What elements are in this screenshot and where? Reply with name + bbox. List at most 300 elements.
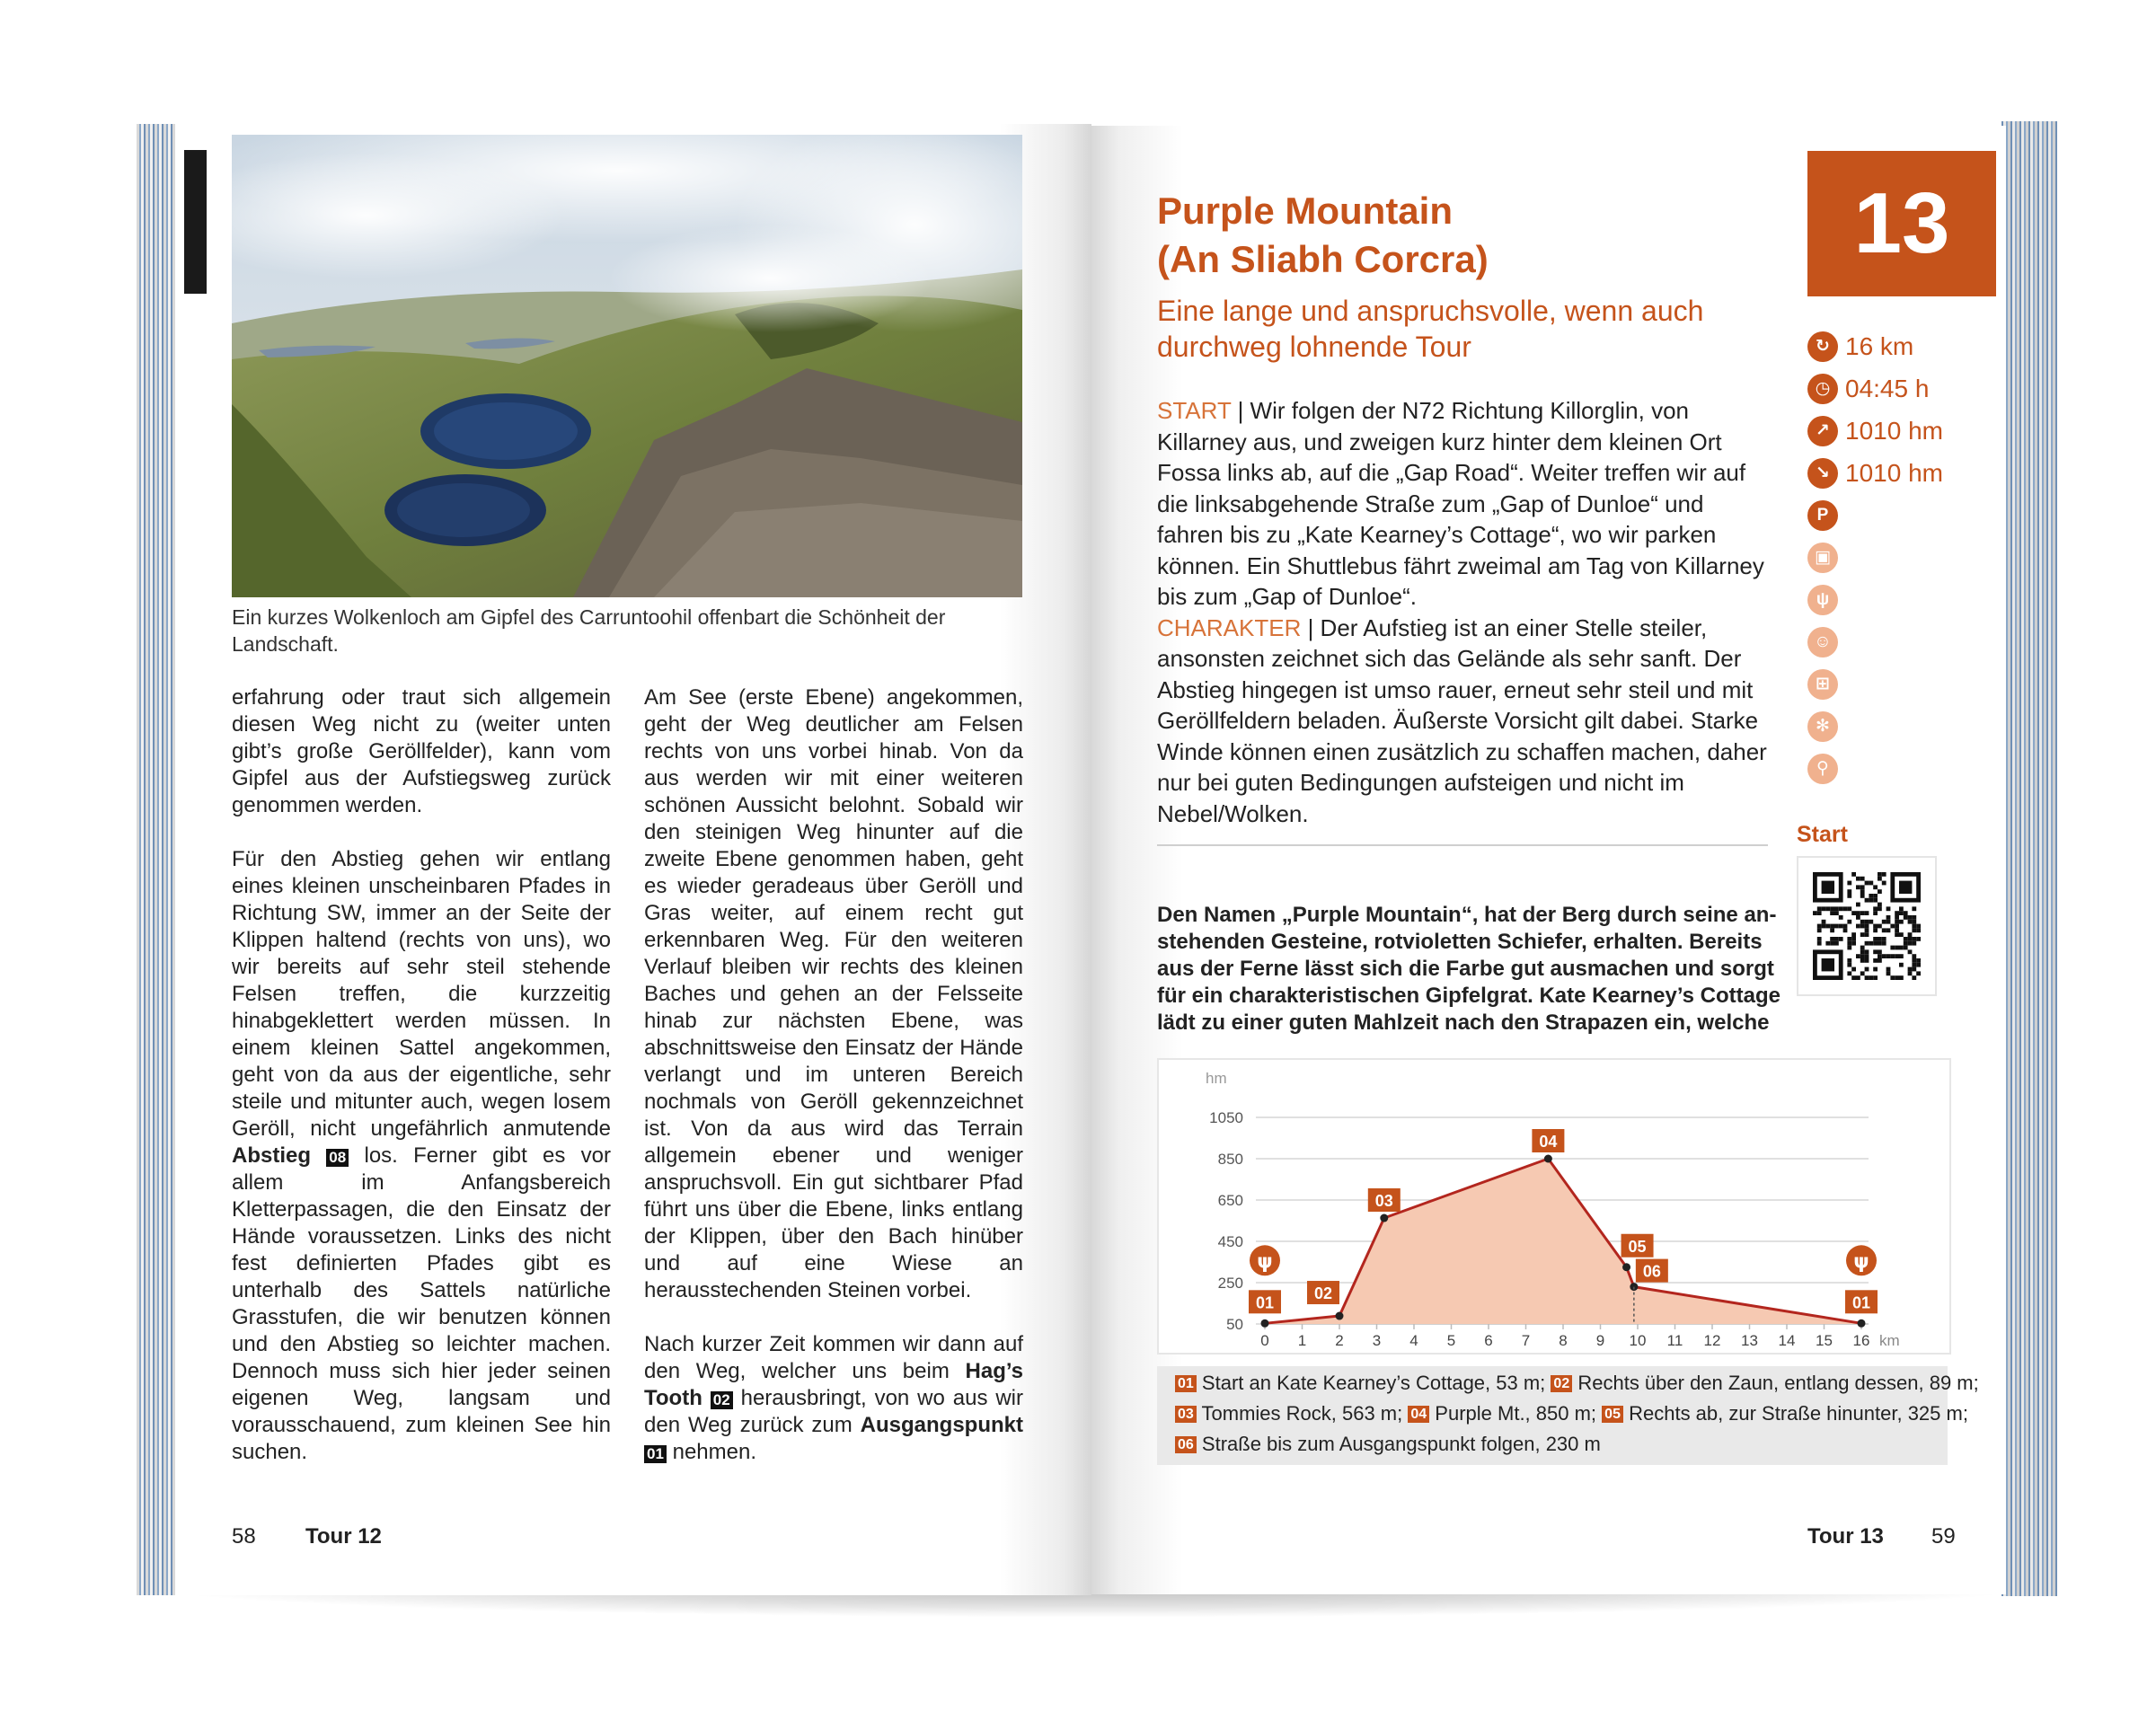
qr-module bbox=[1912, 915, 1916, 920]
qr-module bbox=[1865, 911, 1869, 915]
start-text: | Wir folgen der N72 Richtung Killorglin, von Killarney aus, und zweigen kurz hinter dem kleinen Ort Fossa links ab, auf die „Gap Road“. Weiter treffen wir auf die linksabgehende Straße zum „Gap of Dunloe“ und fahren bis zu „Kate Kearney’s Cottage“, wo wir parken können. Ein Shuttlebus fährt zweimal am Tag von Killarney bis zum „Gap of Dunloe“. bbox=[1157, 397, 1764, 610]
stat-ascent bbox=[1807, 410, 2005, 452]
qr-module bbox=[1817, 911, 1822, 915]
elevation-point bbox=[1544, 1155, 1552, 1163]
qr-module bbox=[1878, 877, 1882, 881]
parking-icon: P bbox=[1807, 500, 1838, 531]
qr-module bbox=[1873, 967, 1878, 972]
qr-module bbox=[1899, 963, 1904, 967]
qr-module bbox=[1865, 932, 1869, 937]
stat-cable-car bbox=[1807, 663, 2005, 705]
character-paragraph bbox=[1157, 613, 1768, 830]
qr-module bbox=[1873, 928, 1878, 932]
waypoint-label: 01 bbox=[1851, 1293, 1871, 1312]
qr-module bbox=[1851, 911, 1856, 915]
qr-module bbox=[1865, 898, 1869, 903]
paragraph bbox=[232, 846, 611, 1466]
x-tick-label: 7 bbox=[1521, 1332, 1531, 1349]
qr-finder bbox=[1822, 881, 1834, 894]
qr-module bbox=[1916, 958, 1921, 963]
qr-module bbox=[1851, 975, 1856, 980]
x-tick-label: 10 bbox=[1629, 1332, 1647, 1349]
waypoint-tag: 01 bbox=[644, 1445, 667, 1463]
qr-module bbox=[1895, 946, 1899, 950]
qr-module bbox=[1873, 975, 1878, 980]
intro-line: Den Namen „Purple Mountain“, hat der Berg durch seine an- bbox=[1157, 903, 1777, 927]
y-tick-label: 850 bbox=[1217, 1151, 1243, 1168]
y-tick-label: 250 bbox=[1217, 1275, 1243, 1292]
qr-module bbox=[1878, 889, 1882, 894]
qr-module bbox=[1878, 941, 1882, 946]
qr-module bbox=[1834, 906, 1839, 911]
qr-module bbox=[1895, 975, 1899, 980]
stat-restaurant bbox=[1807, 578, 2005, 621]
qr-module bbox=[1878, 903, 1882, 907]
x-tick-label: 9 bbox=[1595, 1332, 1605, 1349]
qr-module bbox=[1834, 911, 1839, 915]
qr-module bbox=[1830, 937, 1834, 941]
qr-module bbox=[1882, 872, 1886, 877]
legend-text: Purple Mt., 850 m; bbox=[1435, 1402, 1597, 1425]
qr-module bbox=[1839, 937, 1843, 941]
qr-module bbox=[1908, 941, 1913, 946]
legend-tag: 06 bbox=[1175, 1436, 1197, 1453]
qr-module bbox=[1843, 906, 1848, 911]
qr-module bbox=[1830, 928, 1834, 932]
qr-module bbox=[1856, 885, 1860, 889]
qr-module bbox=[1865, 941, 1869, 946]
legend-tag: 01 bbox=[1175, 1375, 1197, 1392]
x-tick-label: 13 bbox=[1741, 1332, 1758, 1349]
elevation-point bbox=[1858, 1319, 1866, 1328]
qr-module bbox=[1878, 906, 1882, 911]
qr-module bbox=[1860, 958, 1865, 963]
x-tick-label: 12 bbox=[1703, 1332, 1721, 1349]
qr-module bbox=[1873, 894, 1878, 898]
waypoint-label: 05 bbox=[1628, 1237, 1647, 1256]
landscape-photo bbox=[232, 135, 1022, 597]
start-heading: START bbox=[1157, 397, 1232, 424]
running-title-right: Tour 13 bbox=[1807, 1524, 1884, 1549]
tour-subtitle bbox=[1157, 293, 1804, 365]
qr-module bbox=[1899, 911, 1904, 915]
qr-module bbox=[1882, 941, 1886, 946]
elevation-point bbox=[1261, 1319, 1269, 1328]
qr-module bbox=[1908, 967, 1913, 972]
qr-module bbox=[1908, 915, 1913, 920]
x-tick-label: 2 bbox=[1335, 1332, 1344, 1349]
qr-module bbox=[1912, 920, 1916, 924]
y-axis-label: hm bbox=[1206, 1070, 1227, 1087]
qr-module bbox=[1873, 885, 1878, 889]
qr-module bbox=[1817, 937, 1822, 941]
descent-icon: ↘ bbox=[1807, 458, 1838, 489]
qr-module bbox=[1860, 894, 1865, 898]
paragraph bbox=[644, 1331, 1023, 1466]
qr-module bbox=[1882, 881, 1886, 886]
paragraph-text: Für den Abstieg gehen wir entlang eines kleinen unscheinbaren Pfades in Richtung SW, immer an der Seite der Klippen haltend (rechts von uns), wo wir bereits auf sehr steil stehende Felsen treffen, die kurzzeitig hinabgeklettert werden müssen. In einem kleinen Sattel angekommen, geht von da aus der eigentliche, sehr steile und mitunter auch, wegen losem Geröll, nicht ungefährlich anmutende bbox=[232, 847, 611, 1141]
waypoint-label: 04 bbox=[1539, 1133, 1558, 1151]
paragraph-text: herausbringt, von wo aus wir den Weg zurück zum bbox=[644, 1386, 1024, 1437]
qr-module bbox=[1916, 963, 1921, 967]
qr-module bbox=[1847, 941, 1851, 946]
qr-module bbox=[1890, 924, 1895, 929]
elevation-chart-svg bbox=[1159, 1060, 1949, 1353]
y-tick-label: 450 bbox=[1217, 1233, 1243, 1250]
cable-car-icon: ⊞ bbox=[1807, 669, 1838, 700]
qr-module bbox=[1904, 946, 1908, 950]
legend-text: Tommies Rock, 563 m; bbox=[1201, 1402, 1403, 1425]
qr-module bbox=[1860, 946, 1865, 950]
qr-module bbox=[1886, 906, 1891, 911]
qr-module bbox=[1817, 924, 1822, 929]
family-icon: ☺ bbox=[1807, 627, 1838, 657]
qr-module bbox=[1847, 963, 1851, 967]
x-tick-label: 15 bbox=[1816, 1332, 1833, 1349]
legend-line bbox=[1175, 1399, 1968, 1429]
qr-module bbox=[1873, 941, 1878, 946]
qr-module bbox=[1856, 954, 1860, 958]
qr-module bbox=[1895, 920, 1899, 924]
tour-title bbox=[1157, 187, 1786, 284]
divider bbox=[1157, 844, 1768, 846]
waypoint-label: 03 bbox=[1374, 1192, 1393, 1211]
qr-module bbox=[1912, 963, 1916, 967]
qr-module bbox=[1860, 920, 1865, 924]
stat-value: 16 km bbox=[1845, 331, 1914, 360]
qr-module bbox=[1873, 898, 1878, 903]
restaurant-icon: ψ bbox=[1853, 1250, 1869, 1274]
qr-module bbox=[1851, 872, 1856, 877]
x-tick-label: 11 bbox=[1666, 1332, 1683, 1349]
qr-module bbox=[1847, 937, 1851, 941]
qr-module bbox=[1873, 911, 1878, 915]
distance-icon: ↻ bbox=[1807, 331, 1838, 362]
qr-module bbox=[1860, 949, 1865, 954]
legend-text: Start an Kate Kearney’s Cottage, 53 m; bbox=[1201, 1372, 1546, 1394]
qr-module bbox=[1860, 889, 1865, 894]
qr-module bbox=[1908, 932, 1913, 937]
qr-module bbox=[1847, 894, 1851, 898]
qr-module bbox=[1843, 924, 1848, 929]
qr-module bbox=[1912, 906, 1916, 911]
legend-text: Rechts ab, zur Straße hinunter, 325 m; bbox=[1629, 1402, 1968, 1425]
x-axis-label: km bbox=[1879, 1332, 1900, 1349]
intro-line: aus der Ferne lässt sich die Farbe gut ausmachen und sorgt bbox=[1157, 957, 1774, 981]
x-tick-label: 3 bbox=[1372, 1332, 1382, 1349]
qr-module bbox=[1869, 941, 1873, 946]
qr-module bbox=[1882, 920, 1886, 924]
qr-module bbox=[1899, 920, 1904, 924]
qr-module bbox=[1882, 928, 1886, 932]
paragraph-text: Nach kurzer Zeit kommen wir dann auf den Weg, welcher uns beim bbox=[644, 1332, 1023, 1383]
stat-family bbox=[1807, 621, 2005, 663]
qr-module bbox=[1856, 975, 1860, 980]
qr-module bbox=[1886, 971, 1891, 975]
qr-module bbox=[1860, 971, 1865, 975]
qr-module bbox=[1847, 971, 1851, 975]
qr-module bbox=[1899, 975, 1904, 980]
clock-icon: ◷ bbox=[1807, 374, 1838, 404]
qr-module bbox=[1817, 941, 1822, 946]
restaurant-icon: ψ bbox=[1807, 585, 1838, 615]
qr-module bbox=[1890, 975, 1895, 980]
winter-icon: ✻ bbox=[1807, 711, 1838, 742]
qr-module bbox=[1899, 954, 1904, 958]
y-tick-label: 50 bbox=[1226, 1316, 1243, 1333]
qr-module bbox=[1895, 954, 1899, 958]
qr-module bbox=[1847, 946, 1851, 950]
qr-module bbox=[1865, 949, 1869, 954]
qr-module bbox=[1869, 881, 1873, 886]
qr-module bbox=[1916, 928, 1921, 932]
qr-module bbox=[1860, 932, 1865, 937]
legend-tag: 04 bbox=[1408, 1406, 1429, 1423]
paragraph: erfahrung oder traut sich allgemein diesen Weg nicht zu (weiter unten gibt’s große Geröllfelder), kann vom Gipfel aus der Aufstiegsweg zurück genommen werden. bbox=[232, 685, 611, 817]
intro-text bbox=[1157, 902, 1780, 1037]
qr-module bbox=[1843, 928, 1848, 932]
qr-module bbox=[1908, 937, 1913, 941]
qr-module bbox=[1865, 975, 1869, 980]
elevation-point bbox=[1336, 1312, 1344, 1320]
stat-bike bbox=[1807, 747, 2005, 790]
left-text-column-2 bbox=[644, 684, 1023, 1493]
qr-module bbox=[1834, 937, 1839, 941]
left-text-column-1 bbox=[232, 684, 611, 1493]
qr-module bbox=[1830, 911, 1834, 915]
qr-module bbox=[1895, 932, 1899, 937]
qr-module bbox=[1904, 915, 1908, 920]
qr-module bbox=[1856, 911, 1860, 915]
y-tick-label: 1050 bbox=[1209, 1109, 1243, 1126]
qr-code[interactable] bbox=[1797, 856, 1937, 996]
running-title-left: Tour 12 bbox=[305, 1524, 382, 1549]
subtitle-line: Eine lange und anspruchsvolle, wenn auch bbox=[1157, 295, 1704, 327]
elevation-point bbox=[1622, 1263, 1630, 1271]
qr-module bbox=[1912, 924, 1916, 929]
qr-module bbox=[1895, 911, 1899, 915]
qr-label: Start bbox=[1797, 822, 1848, 847]
qr-module bbox=[1830, 941, 1834, 946]
x-tick-label: 14 bbox=[1778, 1332, 1796, 1349]
qr-module bbox=[1899, 946, 1904, 950]
ascent-icon: ↗ bbox=[1807, 416, 1838, 446]
legend-tag: 05 bbox=[1602, 1406, 1623, 1423]
title-line: Purple Mountain bbox=[1157, 190, 1453, 232]
qr-module bbox=[1860, 911, 1865, 915]
qr-module bbox=[1839, 915, 1843, 920]
stat-duration bbox=[1807, 367, 2005, 410]
character-text: | Der Aufstieg ist an einer Stelle steiler, ansonsten zeichnet sich das Gelände als sehr sanft. Der Abstieg hingegen ist umso rauer, erneut sehr steil und mit Geröllfeldern beladen. Äußerste Vorsicht gilt dabei. Starke Winde können einen zusätzlich zu schaffen machen, daher nur bei guten Bedingungen aufsteigen und nicht im Nebel/Wolken. bbox=[1157, 613, 1767, 827]
book-edge-right bbox=[2001, 121, 2057, 1596]
qr-module bbox=[1882, 937, 1886, 941]
qr-module bbox=[1878, 949, 1882, 954]
chapter-marker bbox=[184, 150, 207, 294]
qr-module bbox=[1912, 975, 1916, 980]
qr-module bbox=[1869, 975, 1873, 980]
qr-module bbox=[1839, 906, 1843, 911]
qr-module bbox=[1873, 949, 1878, 954]
qr-module bbox=[1847, 920, 1851, 924]
qr-module bbox=[1895, 924, 1899, 929]
restaurant-icon: ψ bbox=[1257, 1250, 1273, 1274]
waypoint-name: Abstieg bbox=[232, 1143, 312, 1168]
qr-module bbox=[1813, 911, 1817, 915]
qr-module bbox=[1916, 971, 1921, 975]
qr-module bbox=[1860, 877, 1865, 881]
elevation-point bbox=[1630, 1283, 1638, 1291]
waypoint-name: Hag’s Tooth bbox=[644, 1359, 1023, 1410]
qr-module bbox=[1886, 967, 1891, 972]
legend-line bbox=[1175, 1368, 1979, 1399]
qr-module bbox=[1865, 920, 1869, 924]
qr-module bbox=[1912, 941, 1916, 946]
qr-module bbox=[1865, 967, 1869, 972]
waypoint-label: 06 bbox=[1642, 1262, 1661, 1281]
page-number-left: 58 bbox=[232, 1524, 256, 1549]
qr-module bbox=[1916, 924, 1921, 929]
qr-module bbox=[1825, 924, 1830, 929]
qr-module bbox=[1878, 924, 1882, 929]
qr-module bbox=[1912, 954, 1916, 958]
qr-module bbox=[1912, 928, 1916, 932]
page-number-right: 59 bbox=[1931, 1524, 1956, 1549]
stat-distance bbox=[1807, 325, 2005, 367]
qr-module bbox=[1847, 889, 1851, 894]
qr-module bbox=[1869, 898, 1873, 903]
qr-module bbox=[1878, 954, 1882, 958]
start-paragraph bbox=[1157, 395, 1768, 613]
waypoint-name: Ausgangspunkt bbox=[860, 1413, 1023, 1437]
legend-tag: 02 bbox=[1551, 1375, 1572, 1392]
qr-module bbox=[1873, 906, 1878, 911]
chart-legend bbox=[1157, 1366, 1979, 1465]
legend-text: Straße bis zum Ausgangspunkt folgen, 230 m bbox=[1201, 1433, 1601, 1455]
qr-module bbox=[1817, 928, 1822, 932]
qr-module bbox=[1916, 937, 1921, 941]
x-tick-label: 1 bbox=[1297, 1332, 1307, 1349]
qr-module bbox=[1895, 915, 1899, 920]
x-tick-label: 5 bbox=[1446, 1332, 1456, 1349]
elevation-point bbox=[1380, 1214, 1388, 1222]
qr-module bbox=[1847, 881, 1851, 886]
qr-module bbox=[1860, 885, 1865, 889]
subtitle-line: durchweg lohnende Tour bbox=[1157, 331, 1471, 363]
stat-value: 1010 hm bbox=[1845, 458, 1943, 487]
title-line: (An Sliabh Corcra) bbox=[1157, 238, 1489, 280]
elevation-profile-chart bbox=[1157, 1058, 1951, 1355]
x-tick-label: 16 bbox=[1852, 1332, 1870, 1349]
qr-module bbox=[1856, 924, 1860, 929]
qr-module bbox=[1869, 894, 1873, 898]
qr-module bbox=[1890, 946, 1895, 950]
photo-caption: Ein kurzes Wolkenloch am Gipfel des Carruntoohil offenbart die Schönheit der Landschaft. bbox=[232, 605, 946, 656]
qr-module bbox=[1886, 928, 1891, 932]
paragraph-text: los. Ferner gibt es vor allem im Anfangsbereich Kletterpassagen, die den Einsatz der Hände voraussetzen. Links des nicht fest definierten Pfades gibt es unterhalb des Sattels natürliche Grasstufen, die wir benutzen können und den Abstieg so leichter machen. Dennoch muss sich hier jeder seinen eigenen Weg, langsam und vorausschauend, zum kleinen See hin suchen. bbox=[232, 1143, 612, 1464]
qr-module bbox=[1886, 954, 1891, 958]
paragraph-text: nehmen. bbox=[672, 1440, 756, 1464]
qr-module bbox=[1856, 877, 1860, 881]
x-tick-label: 6 bbox=[1484, 1332, 1493, 1349]
qr-module bbox=[1899, 932, 1904, 937]
qr-module bbox=[1834, 924, 1839, 929]
qr-module bbox=[1886, 920, 1891, 924]
qr-module bbox=[1912, 958, 1916, 963]
tour-number-badge: 13 bbox=[1807, 151, 1996, 296]
qr-module bbox=[1904, 911, 1908, 915]
x-tick-label: 0 bbox=[1260, 1332, 1269, 1349]
waypoint-tag: 02 bbox=[711, 1391, 733, 1409]
qr-module bbox=[1851, 967, 1856, 972]
waypoint-label: 01 bbox=[1255, 1293, 1275, 1312]
qr-module bbox=[1825, 941, 1830, 946]
qr-module bbox=[1904, 937, 1908, 941]
qr-module bbox=[1822, 906, 1826, 911]
legend-tag: 03 bbox=[1175, 1406, 1197, 1423]
qr-module bbox=[1908, 971, 1913, 975]
qr-module bbox=[1882, 954, 1886, 958]
qr-code-icon bbox=[1813, 872, 1921, 980]
qr-module bbox=[1865, 924, 1869, 929]
qr-module bbox=[1899, 906, 1904, 911]
qr-module bbox=[1873, 924, 1878, 929]
qr-module bbox=[1830, 906, 1834, 911]
qr-module bbox=[1856, 903, 1860, 907]
qr-module bbox=[1904, 941, 1908, 946]
qr-module bbox=[1873, 958, 1878, 963]
stat-value: 1010 hm bbox=[1845, 416, 1943, 445]
qr-module bbox=[1895, 928, 1899, 932]
bike-icon: ⚲ bbox=[1807, 754, 1838, 784]
qr-module bbox=[1890, 954, 1895, 958]
stat-descent bbox=[1807, 452, 2005, 494]
qr-module bbox=[1851, 937, 1856, 941]
qr-module bbox=[1886, 915, 1891, 920]
legend-line bbox=[1175, 1429, 1930, 1460]
qr-module bbox=[1865, 958, 1869, 963]
qr-module bbox=[1822, 924, 1826, 929]
intro-line: lädt zu einer guten Mahlzeit nach den Strapazen ein, welche bbox=[1157, 1010, 1770, 1035]
qr-module bbox=[1878, 937, 1882, 941]
waypoint-label: 02 bbox=[1313, 1284, 1333, 1303]
paragraph: Am See (erste Ebene) angekommen, geht der Weg deutlicher am Felsen rechts von uns vorbei hinab. Von da aus werden wir mit einer weiteren schönen Aussicht belohnt. Sobald wir den steinigen Weg hinunter auf die zweite Ebene genommen haben, geht es wieder geradeaus über Geröll und Gras weiter, auf einem recht gut erkennbaren Weg. Für den weiteren Verlauf bleiben wir rechts des kleinen Baches und gehen an der Felsseite hinab zur nächsten Ebene, was abschnittsweise den Einsatz der Hände verlangt und im unteren Bereich nochmals von Geröll gekennzeichnet ist. Von da aus wird das Terrain allgemein ebener und weniger anspruchsvoll. Ein gut sichtbarer Pfad führt uns über die Ebene, links entlang der Klippen, über den Bach hinüber und auf eine Wiese an herausstechenden Steinen vorbei. bbox=[644, 685, 1023, 1302]
x-tick-label: 4 bbox=[1409, 1332, 1418, 1349]
tour-description bbox=[1157, 395, 1768, 829]
qr-module bbox=[1830, 924, 1834, 929]
qr-module bbox=[1865, 928, 1869, 932]
qr-module bbox=[1873, 937, 1878, 941]
qr-module bbox=[1865, 954, 1869, 958]
qr-module bbox=[1851, 932, 1856, 937]
stat-winter bbox=[1807, 705, 2005, 747]
qr-finder bbox=[1822, 958, 1834, 971]
qr-module bbox=[1856, 915, 1860, 920]
qr-module bbox=[1839, 924, 1843, 929]
qr-module bbox=[1860, 954, 1865, 958]
stat-parking bbox=[1807, 494, 2005, 536]
stat-value: 04:45 h bbox=[1845, 374, 1930, 402]
qr-module bbox=[1817, 906, 1822, 911]
qr-module bbox=[1834, 941, 1839, 946]
qr-module bbox=[1860, 924, 1865, 929]
qr-module bbox=[1822, 920, 1826, 924]
qr-module bbox=[1878, 872, 1882, 877]
qr-module bbox=[1825, 906, 1830, 911]
stat-bus bbox=[1807, 536, 2005, 578]
qr-module bbox=[1851, 941, 1856, 946]
qr-module bbox=[1912, 967, 1916, 972]
character-heading: CHARAKTER bbox=[1157, 613, 1302, 641]
